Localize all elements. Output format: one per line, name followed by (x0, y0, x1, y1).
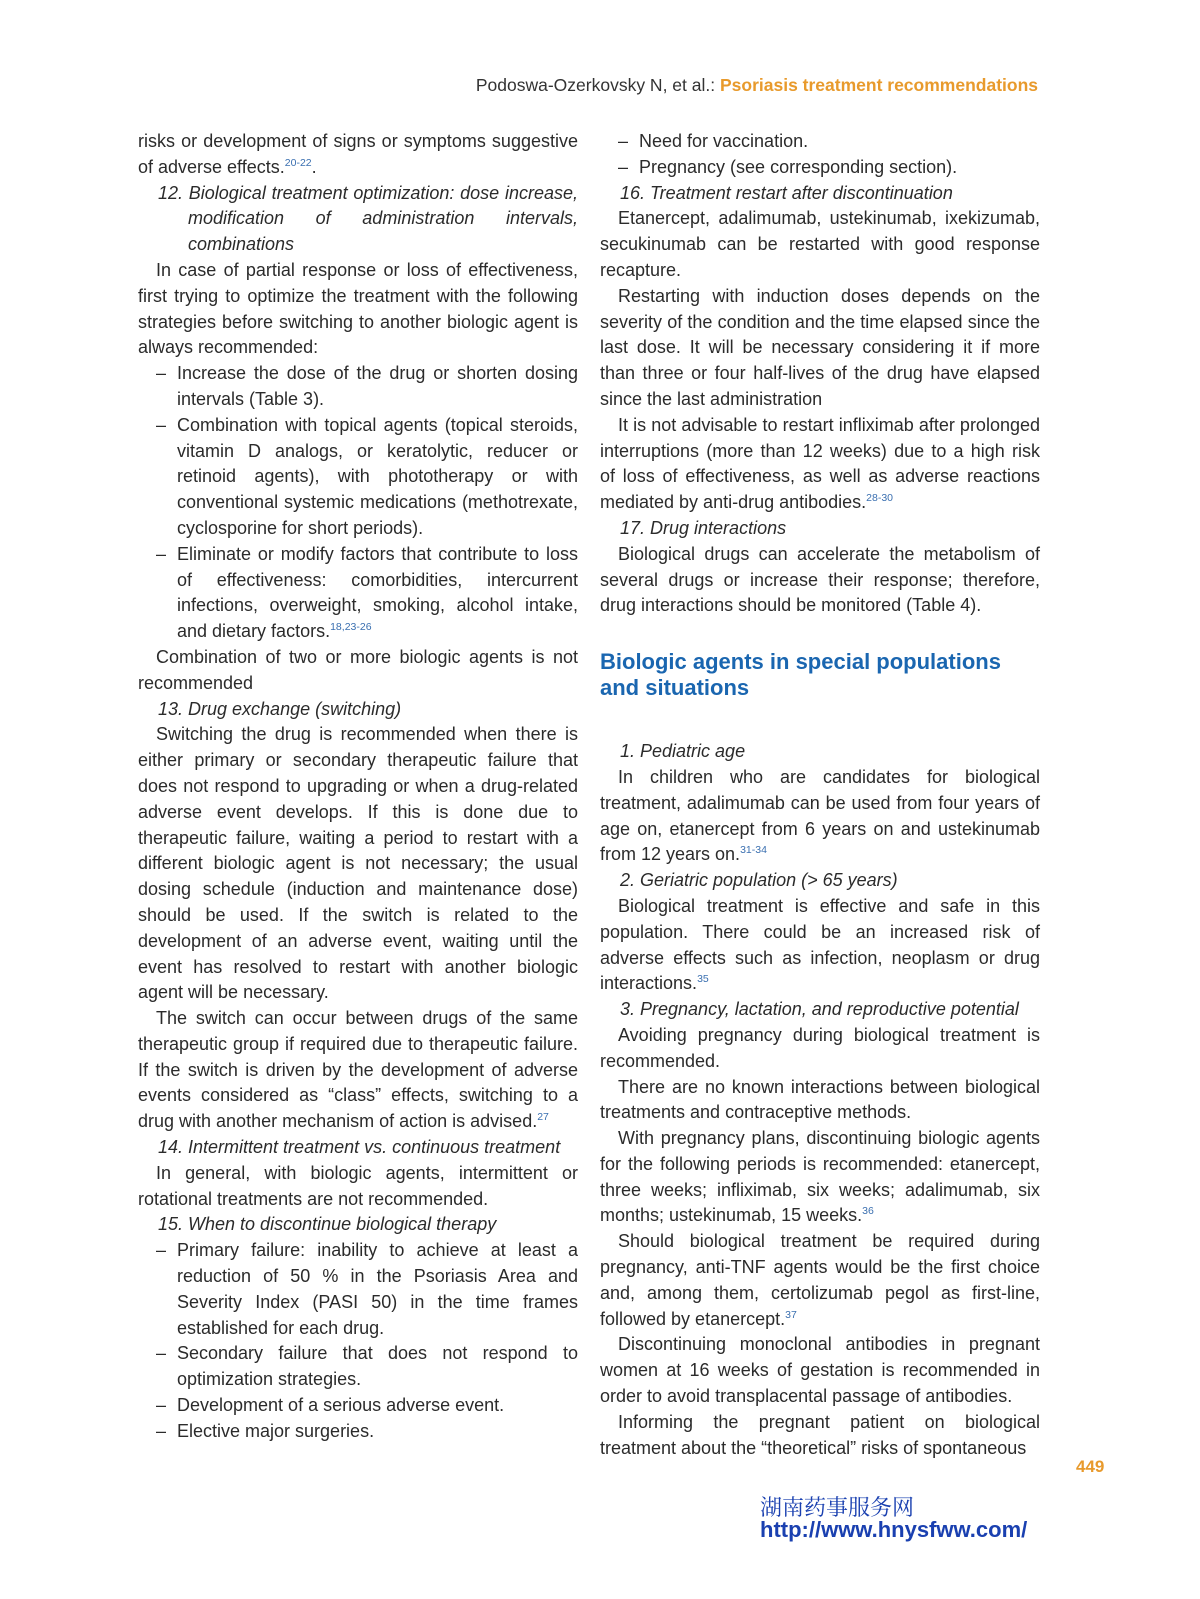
subheading-17: 17. Drug interactions (620, 517, 787, 538)
subheading-pregnancy: 3. Pregnancy, lactation, and reproductive potential (620, 999, 1019, 1020)
paragraph: The switch can occur between drugs of the same therapeutic group if required due to therapeutic failure. If the switch is driven by the development of adverse events considered as “class” effects, switching to a drug with another mechanism of action is advised.$^{27}$ (138, 1008, 578, 1132)
section-title: Biologic agents in special populations and situations (600, 649, 1001, 701)
paragraph: In children who are candidates for biological treatment, adalimumab can be used from four years of age on, etanercept from 6 years on and ustekinumab from 12 years on.$^{31-34}$ (600, 766, 1040, 865)
paragraph: Etanercept, adalimumab, ustekinumab, ixekizumab, secukinumab can be restarted with good response recapture. (600, 208, 1040, 280)
right-column (600, 129, 1040, 1461)
list-item: – Development of a serious adverse event. (156, 1395, 505, 1416)
page-number: 449 (1076, 1457, 1105, 1476)
paragraph: Biological treatment is effective and safe in this population. There could be an increased risk of adverse effects such as infection, neoplasm or drug interactions.$^{35}$ (600, 895, 1040, 994)
list-item: – Pregnancy (see corresponding section). (618, 156, 958, 177)
left-column (138, 129, 578, 1445)
watermark-url[interactable]: http://www.hnysfww.com/ (760, 1517, 1028, 1542)
list-item: – Eliminate or modify factors that contribute to loss of effectiveness: comorbidities, intercurrent infections, overweight, smoking, alcohol intake, and dietary factors.$^{18,23-26}$ (156, 543, 578, 642)
subheading-15: 15. When to discontinue biological therapy (158, 1214, 497, 1235)
subheading-pediatric: 1. Pediatric age (620, 741, 746, 762)
list-item: – Combination with topical agents (topical steroids, vitamin D analogs, or keratolytic, reducer or retinoid agents), with phototherapy or with conventional systemic medications (methotrexate, cyclosporine for short periods). (156, 414, 578, 538)
paragraph: There are no known interactions between biological treatments and contraceptive methods. (600, 1076, 1040, 1123)
paragraph: Restarting with induction doses depends on the severity of the condition and the time elapsed since the last dose. It will be necessary considering it if more than three or four half-lives of the drug have elapsed since the last administration (600, 285, 1040, 409)
paragraph: Should biological treatment be required during pregnancy, anti-TNF agents would be the first choice and, among them, certolizumab pegol as first-line, followed by etanercept.$^{37}$ (600, 1231, 1040, 1329)
list-item: – Increase the dose of the drug or shorten dosing intervals (Table 3). (156, 363, 578, 409)
subheading-14: 14. Intermittent treatment vs. continuous treatment (158, 1137, 561, 1158)
subheading-16: 16. Treatment restart after discontinuation (620, 182, 953, 203)
paragraph: Biological drugs can accelerate the metabolism of several drugs or increase their response; therefore, drug interactions should be monitored (Table 4). (600, 543, 1040, 616)
subheading-geriatric: 2. Geriatric population (> 65 years) (620, 870, 898, 891)
header-authors: Podoswa-Ozerkovsky N, et al.: (475, 75, 716, 95)
subheading-12: 12. Biological treatment optimization: dose increase, modification of administration intervals, combinations (158, 182, 578, 255)
paragraph: Discontinuing monoclonal antibodies in pregnant women at 16 weeks of gestation is recommended in order to avoid transplacental passage of antibodies. (600, 1334, 1040, 1407)
paragraph: Avoiding pregnancy during biological treatment is recommended. (600, 1024, 1040, 1071)
running-header (476, 75, 1038, 96)
paragraph: risks or development of signs or symptoms suggestive of adverse effects.$^{20-22}$. (138, 131, 578, 177)
paragraph: Informing the pregnant patient on biological treatment about the “theoretical” risks of spontaneous (600, 1411, 1040, 1458)
paragraph: Combination of two or more biologic agents is not recommended (138, 646, 578, 693)
list-item: – Secondary failure that does not respond to optimization strategies. (156, 1343, 578, 1390)
list-item: – Primary failure: inability to achieve at least a reduction of 50 % in the Psoriasis Area and Severity Index (PASI 50) in the time frames established for each drug. (156, 1240, 578, 1338)
paragraph: Switching the drug is recommended when there is either primary or secondary therapeutic failure that does not respond to upgrading or when a drug-related adverse event develops. If this is done due to therapeutic failure, waiting a period to restart with a different biologic agent is not necessary; the usual dosing schedule (induction and maintenance dose) should be used. If the switch is related to the development of an adverse event, waiting until the event has resolved to restart with another biologic agent will be necessary. (138, 724, 578, 1003)
watermark-chinese: 湖南药事服务网 (760, 1496, 915, 1521)
paragraph: In case of partial response or loss of effectiveness, first trying to optimize the treatment with the following strategies before switching to another biologic agent is always recommended: (138, 259, 578, 358)
subheading-13: 13. Drug exchange (switching) (158, 698, 402, 719)
paragraph: It is not advisable to restart infliximab after prolonged interruptions (more than 12 weeks) due to a high risk of loss of effectiveness, as well as adverse reactions mediated by anti-drug antibodies.$^{28-30}$ (600, 414, 1040, 513)
header-title: Psoriasis treatment recommendations (719, 75, 1038, 95)
list-item: – Need for vaccination. (618, 131, 809, 151)
list-item: – Elective major surgeries. (156, 1420, 375, 1441)
paragraph: In general, with biologic agents, intermittent or rotational treatments are not recommended. (138, 1162, 578, 1209)
paragraph: With pregnancy plans, discontinuing biologic agents for the following periods is recommended: etanercept, three weeks; infliximab, six weeks; adalimumab, six months; ustekinumab, 15 weeks.$^{36}$ (600, 1128, 1040, 1226)
